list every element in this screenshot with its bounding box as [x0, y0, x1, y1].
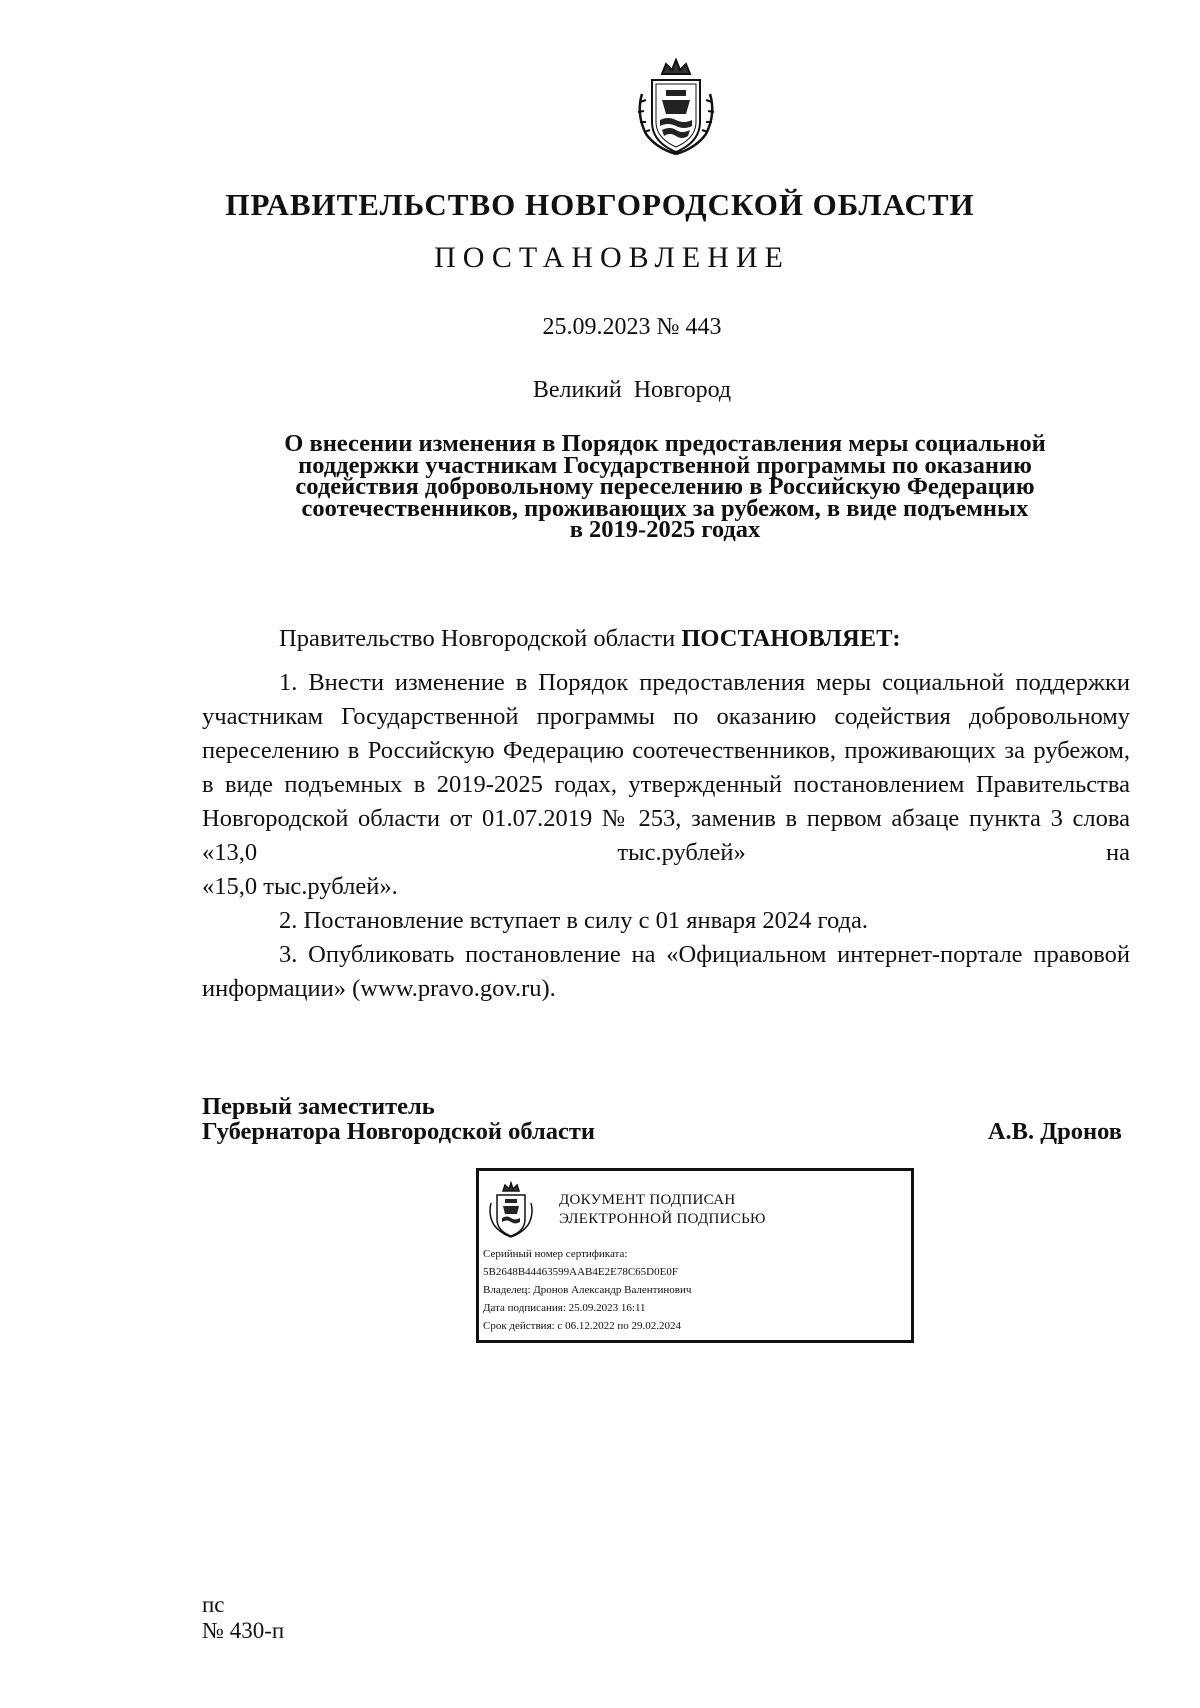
decree-intro-verb: ПОСТАНОВЛЯЕТ:	[681, 625, 901, 652]
decree-item-2: 2. Постановление вступает в силу с 01 января 2024 года.	[279, 907, 868, 934]
document-type-heading: ПОСТАНОВЛЕНИЕ	[434, 241, 790, 274]
document-body	[202, 622, 1130, 1006]
stamp-validity: Срок действия: с 06.12.2022 по 29.02.2024	[483, 1320, 681, 1332]
signatory-title	[202, 1094, 595, 1144]
subject-line: содействия добровольному переселению в Российскую Федерацию	[295, 473, 1035, 500]
coat-of-arms-emblem	[632, 54, 720, 158]
organization-heading: ПРАВИТЕЛЬСТВО НОВГОРОДСКОЙ ОБЛАСТИ	[225, 187, 975, 222]
stamp-emblem-icon	[487, 1181, 535, 1239]
subject-line: О внесении изменения в Порядок предоставления меры социальной	[284, 430, 1046, 457]
subject-line: поддержки участникам Государственной программы по оказанию	[298, 451, 1032, 479]
document-city: Великий Новгород	[532, 377, 732, 403]
document-subject	[200, 430, 1130, 543]
electronic-signature-stamp	[476, 1168, 914, 1343]
decree-intro-prefix: Правительство Новгородской области	[279, 625, 676, 652]
stamp-owner: Владелец: Дронов Александр Валентинович	[483, 1284, 692, 1296]
signatory-title-line: Первый заместитель	[202, 1093, 435, 1120]
footer-line: № 430-п	[202, 1618, 285, 1643]
subject-line: в 2019-2025 годах	[569, 516, 761, 543]
stamp-heading	[559, 1191, 766, 1229]
stamp-heading-line: ДОКУМЕНТ ПОДПИСАН	[559, 1192, 736, 1208]
document-footer	[202, 1592, 284, 1644]
stamp-heading-line: ЭЛЕКТРОННОЙ ПОДПИСЬЮ	[559, 1211, 766, 1227]
footer-line: пс	[202, 1592, 225, 1617]
stamp-serial-value: 5B2648B44463599AAB4E2E78C65D0E0F	[483, 1266, 678, 1278]
decree-intro	[202, 622, 1130, 656]
subject-line: соотечественников, проживающих за рубежом, в виде подъемных	[301, 494, 1029, 522]
stamp-serial-label: Серийный номер сертификата:	[483, 1248, 628, 1260]
stamp-details	[483, 1245, 691, 1335]
signatory-title-line: Губернатора Новгородской области	[202, 1118, 596, 1145]
document-date-number: 25.09.2023 № 443	[542, 314, 722, 340]
signatory-name: А.В. Дронов	[987, 1118, 1122, 1145]
decree-item-3: 3. Опубликовать постановление на «Официальном интернет-портале правовой информации» (www.pravo.gov.ru).	[202, 941, 1130, 1002]
decree-item-1: 1. Внести изменение в Порядок предоставления меры социальной поддержки участникам Государственной программы по оказанию содействия добровольному переселению в Российскую Федерацию соотечественников, проживающих за рубежом, в виде подъемных в 2019-2025 годах, утвержденный постановлением Правительства Новгородской области от 01.07.2019 № 253, заменив в первом абзаце пункта 3 слова «13,0 тыс.рублей» на	[202, 669, 1130, 866]
decree-item-1-tail: «15,0 тыс.рублей».	[202, 873, 398, 900]
stamp-signed-date: Дата подписания: 25.09.2023 16:11	[483, 1302, 646, 1314]
